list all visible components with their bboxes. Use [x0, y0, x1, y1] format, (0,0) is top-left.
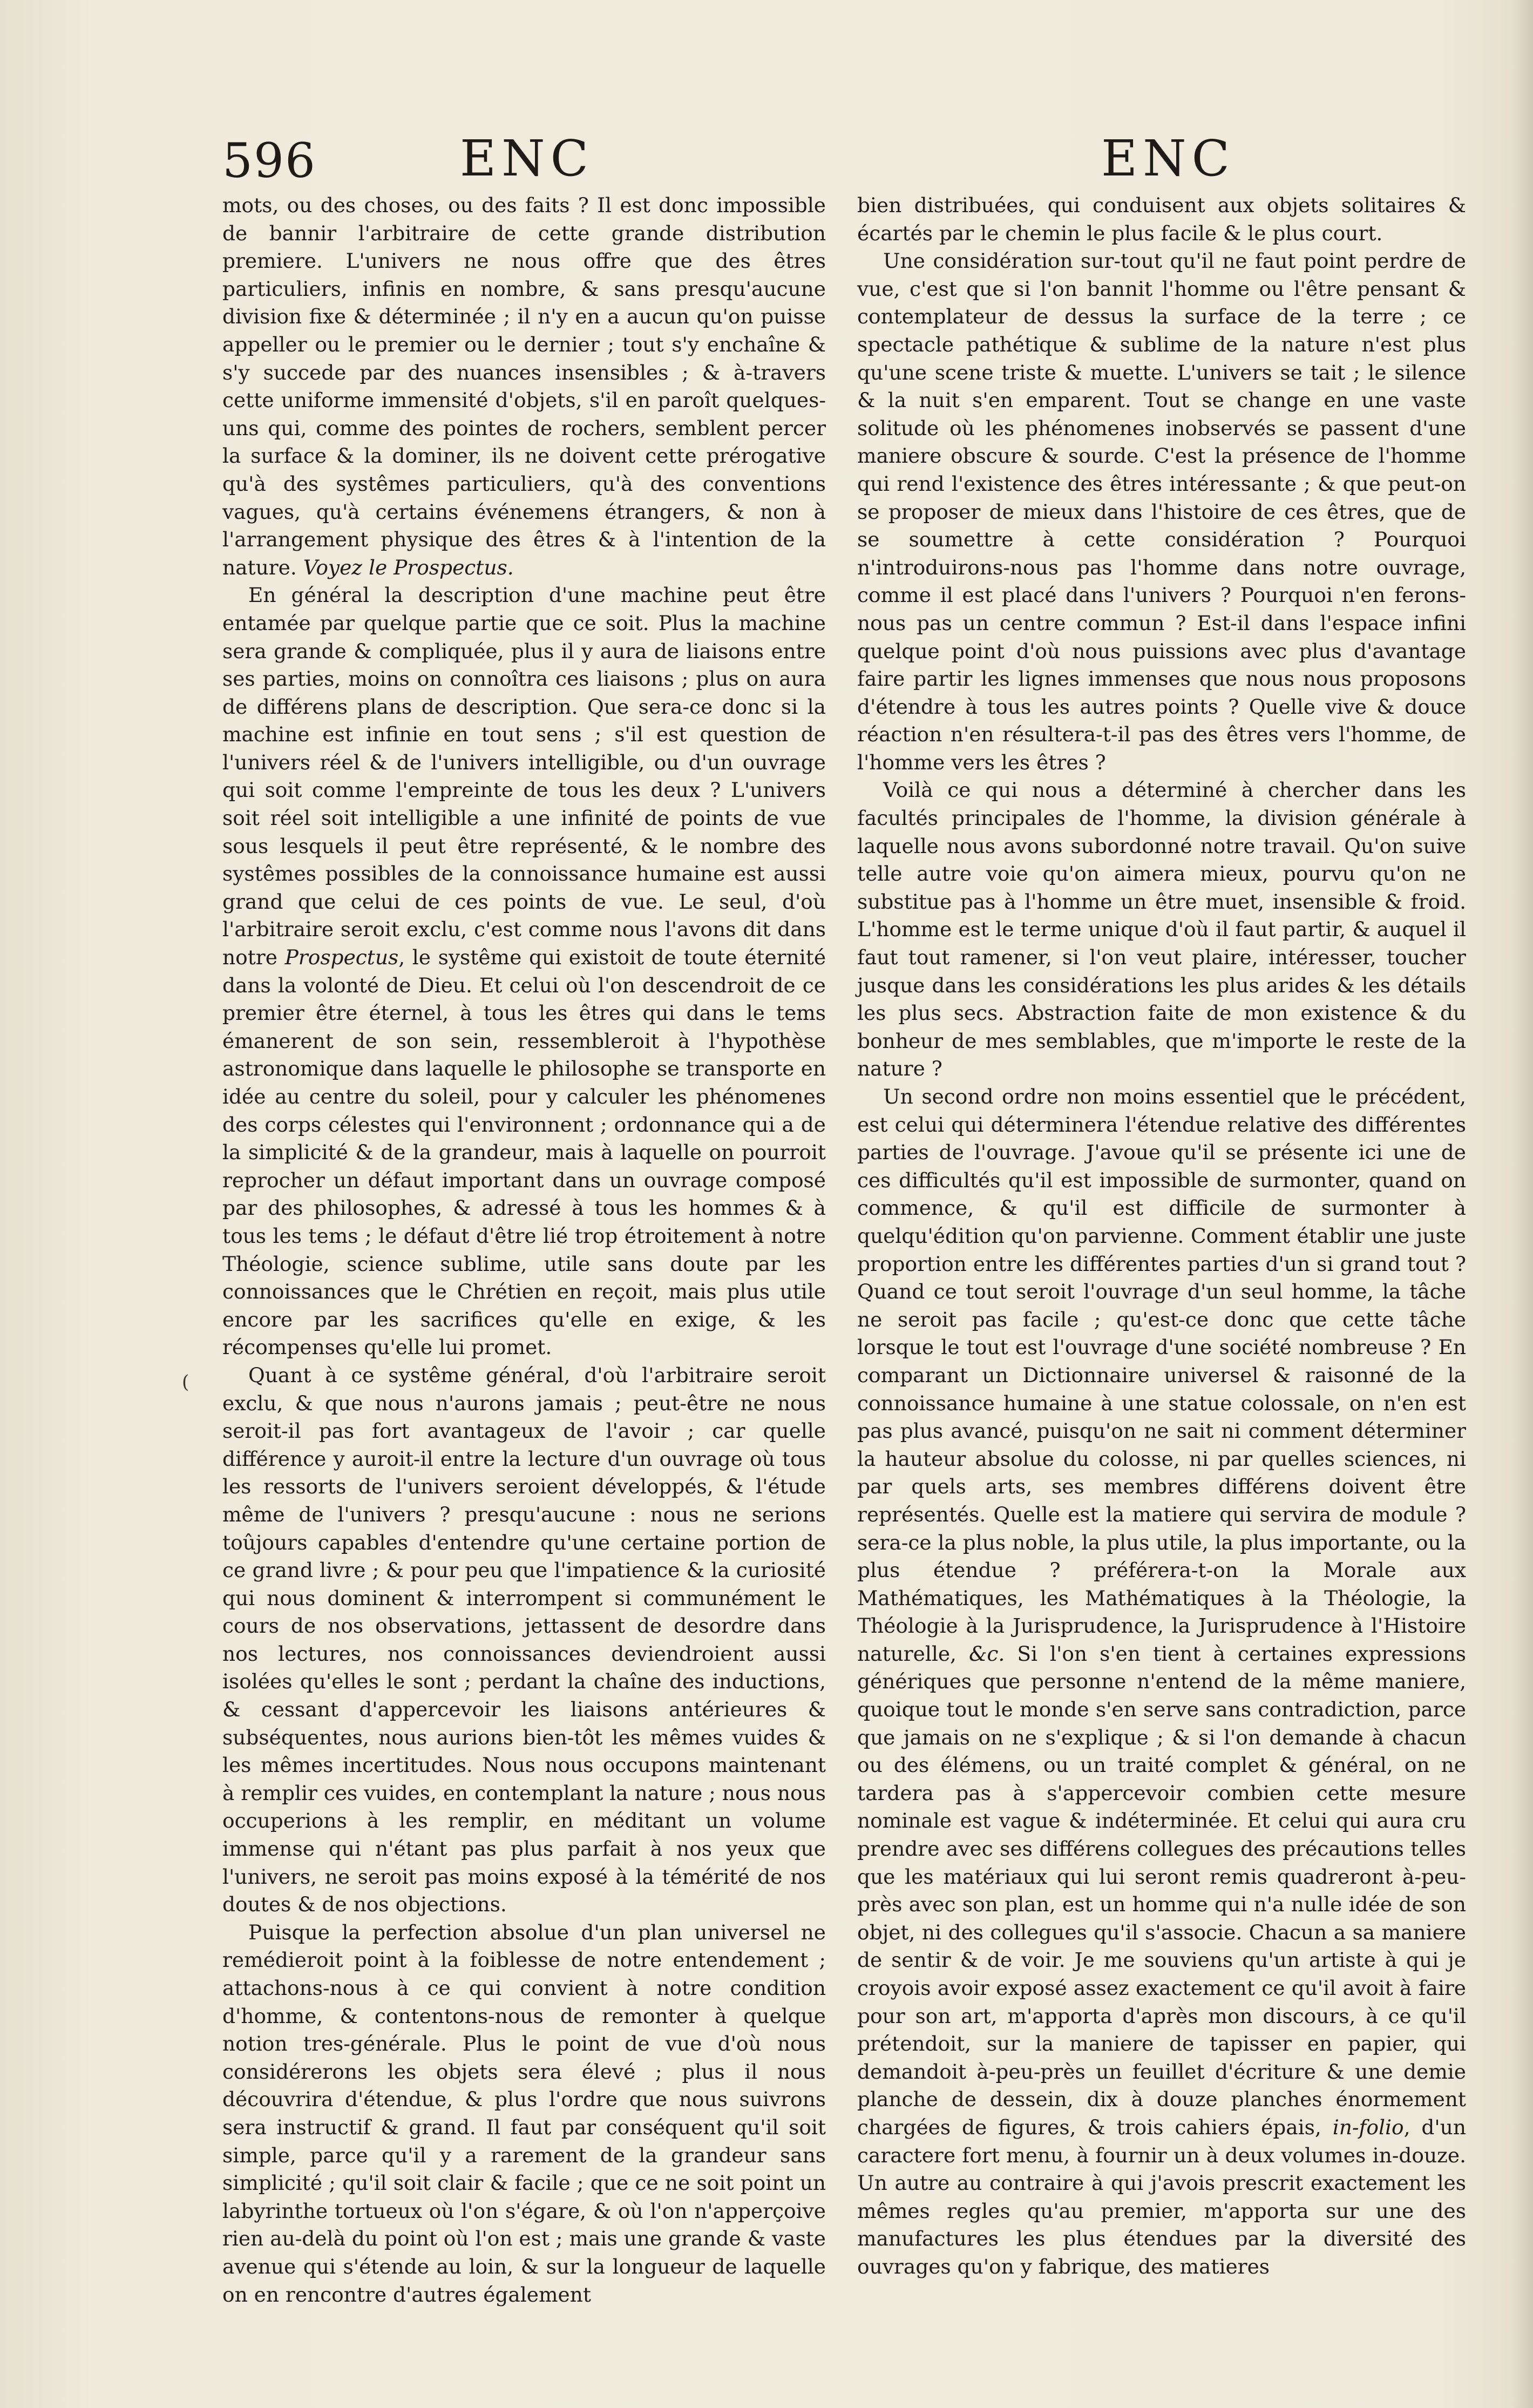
running-head-left: ENC: [460, 130, 594, 187]
paragraph: Voilà ce qui nous a déterminé à chercher dans les facultés principales de l'homme, la division générale à laquelle nous avons subordonné notre travail. Qu'on suive telle autre voie qu'on aimera mieux, pourvu qu'on ne substitue pas à l'homme un être muet, insensible & froid. L'homme est le terme unique d'où il faut partir, & auquel il faut tout ramener, si l'on veut plaire, intéresser, toucher jusque dans les considérations les plus arides & les détails les plus secs. Abstraction faite de mon existence & du bonheur de mes semblables, que m'importe le reste de la nature ?: [857, 778, 1466, 1081]
paragraph-text: mots, ou des choses, ou des faits ? Il est donc impossible de bannir l'arbitraire de cette grande distribution premiere. L'univers ne nous offre que des êtres particuliers, infinis en nombre, & sans presqu'aucune division fixe & déterminée ; il n'y en a aucun qu'on puisse appeller ou le premier ou le dernier ; tout s'y enchaîne & s'y succede par des nuances insensibles ; & à-travers cette uniforme immensité d'objets, s'il en paroît quelques-uns qui, comme des pointes de rochers, semblent percer la surface & la dominer, ils ne doivent cette prérogative qu'à des systêmes particuliers, qu'à des conventions vagues, qu'à certains événemens étrangers, & non à l'arrangement physique des êtres & à l'intention de la nature.: [222, 193, 826, 579]
paragraph-text: En général la description d'une machine peut être entamée par quelque partie que ce soit. Plus la machine sera grande & compliquée, plus il y aura de liaisons entre ses parties, moins on connoîtra ces liaisons ; plus on aura de différens plans de description. Que sera-ce donc si la machine est infinie en tout sens ; s'il est question de l'univers réel & de l'univers intelligible, ou d'un ouvrage qui soit comme l'empreinte de tous les deux ? L'univers soit réel soit intelligible a une infinité de points de vue sous lesquels il peut être représenté, & le nombre des systêmes possibles de la connoissance humaine est aussi grand que celui de ces points de vue. Le seul, d'où l'arbitraire seroit exclu, c'est comme nous l'avons dit dans notre: [222, 583, 826, 970]
paragraph: [857, 1083, 1466, 2281]
cross-reference: Voyez le Prospectus.: [303, 555, 514, 579]
abbreviation: &c.: [968, 1641, 1005, 1666]
right-column: [857, 192, 1466, 2281]
paragraph: [222, 192, 826, 581]
paragraph: Quant à ce systême général, d'où l'arbitraire seroit exclu, & que nous n'aurons jamais ; peut-être ne nous seroit-il pas fort avantageux de l'avoir ; car quelle différence y auroit-il entre la lecture d'un ouvrage où tous les ressorts de l'univers seroient développés, & l'étude même de l'univers ? presqu'aucune : nous ne serions toûjours capables d'entendre qu'une certaine portion de ce grand livre ; & pour peu que l'impatience & la curiosité qui nous dominent & interrompent si communément le cours de nos observations, jettassent de desordre dans nos lectures, nos connoissances deviendroient aussi isolées qu'elles le sont ; perdant la chaîne des inductions, & cessant d'appercevoir les liaisons antérieures & subséquentes, nous aurions bien-tôt les mêmes vuides & les mêmes incertitudes. Nous nous occupons maintenant à remplir ces vuides, en contemplant la nature ; nous nous occuperions à les remplir, en méditant un volume immense qui n'étant pas plus parfait à nos yeux que l'univers, ne seroit pas moins exposé à la témérité de nos doutes & de nos objections.: [222, 1363, 826, 1917]
paragraph: Une considération sur-tout qu'il ne faut point perdre de vue, c'est que si l'on bannit l'homme ou l'être pensant & contemplateur de dessus la surface de la terre ; ce spectacle pathétique & sublime de la nature n'est plus qu'une scene triste & muette. L'univers se tait ; le silence & la nuit s'en emparent. Tout se change en une vaste solitude où les phénomenes inobservés se passent d'une maniere obscure & sourde. C'est la présence de l'homme qui rend l'existence des êtres intéressante ; & que peut-on se proposer de mieux dans l'histoire de ces êtres, que de se soumettre à cette considération ? Pourquoi n'introduirons-nous pas l'homme dans notre ouvrage, comme il est placé dans l'univers ? Pourquoi n'en ferons-nous pas un centre commun ? Est-il dans l'espace infini quelque point d'où nous puissions avec plus d'avantage faire partir les lignes immenses que nous nous proposons d'étendre à tous les autres points ? Quelle vive & douce réaction n'en résultera-t-il pas des êtres vers l'homme, de l'homme vers les êtres ?: [857, 249, 1466, 774]
paragraph: [222, 581, 826, 1362]
paragraph-text: Si l'on s'en tient à certaines expressions génériques que personne n'entend de la même maniere, quoique tout le monde s'en serve sans contradiction, parce que jamais on ne s'explique ; & si l'on demande à chacun ou des élémens, ou un traité complet & général, on ne tardera pas à s'appercevoir combien cette mesure nominale est vague & indéterminée. Et celui qui aura cru prendre avec ses différens collegues des précautions telles que les matériaux qui lui seront remis quadreront à-peu-près avec son plan, est un homme qui n'a nulle idée de son objet, ni des collegues qu'il s'associe. Chacun a sa maniere de sentir & de voir. Je me souviens qu'un artiste à qui je croyois avoir exposé assez exactement ce qu'il avoit à faire pour son art, m'apporta d'après mon discours, à ce qu'il prétendoit, sur la maniere de tapisser en papier, qui demandoit à-peu-près un feuillet d'écriture & une demie planche de dessein, dix à douze planches énormement chargées de figures, & trois cahiers épais,: [857, 1641, 1466, 2139]
page-number: 596: [222, 133, 316, 188]
format-term: in-folio: [1332, 2115, 1404, 2139]
cross-reference: Prospectus: [284, 945, 399, 970]
page-edge-shadow: [1511, 0, 1533, 2408]
margin-mark: (: [182, 1371, 189, 1393]
paragraph: Puisque la perfection absolue d'un plan universel ne remédieroit point à la foiblesse de notre entendement ; attachons-nous à ce qui convient à notre condition d'homme, & contentons-nous de remonter à quelque notion tres-générale. Plus le point de vue d'où nous considérerons les objets sera élevé ; plus il nous découvrira d'étendue, & plus l'ordre que nous suivrons sera instructif & grand. Il faut par conséquent qu'il soit simple, parce qu'il y a rarement de la grandeur sans simplicité ; qu'il soit clair & facile ; que ce ne soit point un labyrinthe tortueux où l'on s'égare, & où l'on n'apperçoive rien au-delà du point où l'on est ; mais une grande & vaste avenue qui s'étende au loin, & sur la longueur de laquelle on en rencontre d'autres également: [222, 1920, 826, 2306]
running-head-right: ENC: [1101, 130, 1236, 187]
paragraph-text: Un second ordre non moins essentiel que le précédent, est celui qui déterminera l'étendue relative des différentes parties de l'ouvrage. J'avoue qu'il se présente ici une de ces difficultés qu'il est impossible de surmonter, quand on commence, & qu'il est difficile de surmonter à quelqu'édition qu'on parvienne. Comment établir une juste proportion entre les différentes parties d'un si grand tout ? Quand ce tout seroit l'ouvrage d'un seul homme, la tâche ne seroit pas facile ; qu'est-ce donc que cette tâche lorsque le tout est l'ouvrage d'une société nombreuse ? En comparant un Dictionnaire universel & raisonné de la connoissance humaine à une statue colossale, on n'en est pas plus avancé, puisqu'on ne sait ni comment déterminer la hauteur absolue du colosse, ni par quelles sciences, ni par quels arts, ses membres différens doivent être représentés. Quelle est la matiere qui servira de module ? sera-ce la plus noble, la plus utile, la plus importante, ou la plus étendue ? préférera-t-on la Morale aux Mathématiques, les Mathématiques à la Théologie, la Théologie à la Jurisprudence, la Jurisprudence à l'Histoire naturelle,: [857, 1085, 1467, 1666]
paragraph: bien distribuées, qui conduisent aux objets solitaires & écartés par le chemin le plus facile & le plus court.: [857, 193, 1466, 245]
paragraph-text: , le systême qui existoit de toute éternité dans la volonté de Dieu. Et celui où l'on descendroit de ce premier être éternel, à tous les êtres qui dans le tems émanerent de son sein, ressembleroit à l'hypothèse astronomique dans laquelle le philosophe se transporte en idée au centre du soleil, pour y calculer les phénomenes des corps célestes qui l'environnent ; ordonnance qui a de la simplicité & de la grandeur, mais à laquelle on pourroit reprocher un défaut important dans un ouvrage composé par des philosophes, & adressé à tous les hommes & à tous les tems ; le défaut d'être lié trop étroitement à notre Théologie, science sublime, utile sans doute par les connoissances que le Chrétien en reçoit, mais plus utile encore par les sacrifices qu'elle en exige, & les récompenses qu'elle lui promet.: [222, 945, 826, 1359]
paragraph-text: , d'un caractere fort menu, à fournir un à deux volumes in-douze. Un autre au contraire à qui j'avois prescrit exactement les mêmes regles qu'au premier, m'apporta sur une des manufactures les plus étendues par la diversité des ouvrages qu'on y fabrique, des matieres: [857, 2115, 1466, 2278]
left-column: [222, 192, 826, 2309]
